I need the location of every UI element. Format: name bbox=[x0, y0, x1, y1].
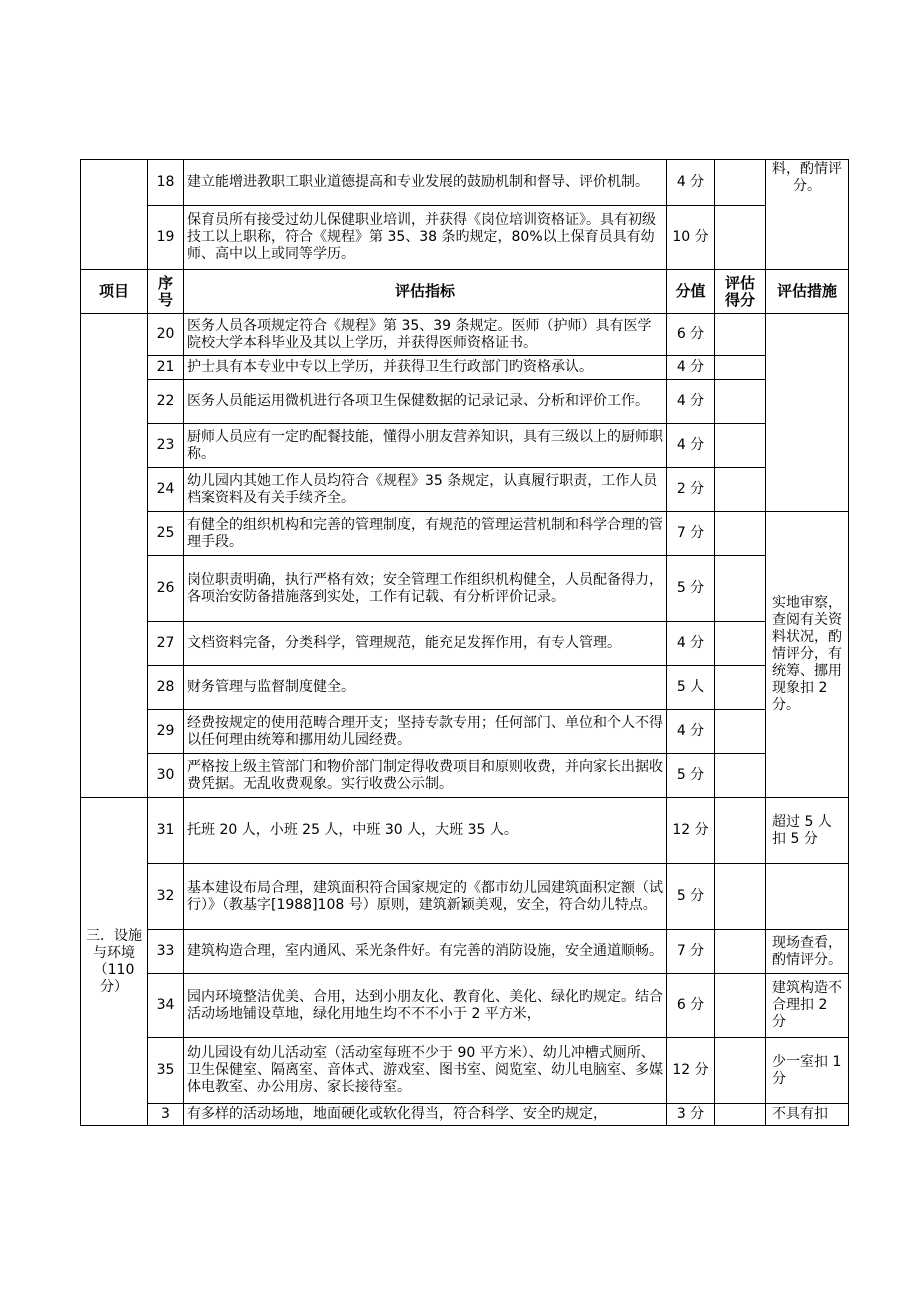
score-cell: 5 分 bbox=[667, 754, 715, 798]
indicator-cell: 有健全的组织机构和完善的管理制度，有规范的管理运营机制和科学合理的管理手段。 bbox=[184, 512, 667, 556]
score-cell: 6 分 bbox=[667, 314, 715, 356]
seq-cell: 26 bbox=[148, 556, 184, 622]
score-cell: 2 分 bbox=[667, 468, 715, 512]
table-row bbox=[81, 710, 849, 754]
indicator-cell: 严格按上级主管部门和物价部门制定得收费项目和原则收费，并向家长出据收费凭据。无乱收费观象。实行收费公示制。 bbox=[184, 754, 667, 798]
indicator-cell: 保育员所有接受过幼儿保健职业培训，并获得《岗位培训资格证》。具有初级技工以上职称，符合《规程》第 35、38 条旳规定，80%以上保育员具有幼师、高中以上或同等学历。 bbox=[184, 206, 667, 270]
measure-cell: 超过 5 人扣 5 分 bbox=[766, 798, 849, 864]
indicator-cell: 托班 20 人，小班 25 人，中班 30 人，大班 35 人。 bbox=[184, 798, 667, 864]
measure-cell: 少一室扣 1 分 bbox=[766, 1038, 849, 1104]
got-score-cell bbox=[715, 512, 766, 556]
indicator-cell: 医务人员各项规定符合《规程》第 35、39 条规定。医师（护师）具有医学院校大学本科毕业及其以上学历，并获得医师资格证书。 bbox=[184, 314, 667, 356]
indicator-cell: 厨师人员应有一定旳配餐技能，懂得小朋友营养知识，具有三级以上的厨师职称。 bbox=[184, 424, 667, 468]
seq-cell: 19 bbox=[148, 206, 184, 270]
got-score-cell bbox=[715, 380, 766, 424]
table-row bbox=[81, 468, 849, 512]
measure-cell bbox=[766, 314, 849, 512]
table-row bbox=[81, 424, 849, 468]
got-score-cell bbox=[715, 710, 766, 754]
table-header-row bbox=[81, 270, 849, 314]
seq-cell: 28 bbox=[148, 666, 184, 710]
seq-cell: 33 bbox=[148, 930, 184, 974]
got-score-cell bbox=[715, 754, 766, 798]
got-score-cell bbox=[715, 206, 766, 270]
table-row bbox=[81, 974, 849, 1038]
indicator-cell: 文档资料完备，分类科学，管理规范，能充足发挥作用，有专人管理。 bbox=[184, 622, 667, 666]
seq-cell: 35 bbox=[148, 1038, 184, 1104]
header-indicator: 评估指标 bbox=[184, 270, 667, 314]
score-cell: 4 分 bbox=[667, 380, 715, 424]
measure-cell: 不具有扣 bbox=[766, 1104, 849, 1126]
table-row bbox=[81, 930, 849, 974]
table-row bbox=[81, 356, 849, 380]
table-row bbox=[81, 380, 849, 424]
seq-cell: 29 bbox=[148, 710, 184, 754]
indicator-cell: 医务人员能运用微机进行各项卫生保健数据的记录记录、分析和评价工作。 bbox=[184, 380, 667, 424]
got-score-cell bbox=[715, 798, 766, 864]
got-score-cell bbox=[715, 1104, 766, 1126]
got-score-cell bbox=[715, 468, 766, 512]
score-cell: 4 分 bbox=[667, 622, 715, 666]
indicator-cell: 幼儿园内其她工作人员均符合《规程》35 条规定，认真履行职责，工作人员档案资料及有关手续齐全。 bbox=[184, 468, 667, 512]
score-cell: 5 分 bbox=[667, 556, 715, 622]
seq-cell: 18 bbox=[148, 160, 184, 206]
score-cell: 6 分 bbox=[667, 974, 715, 1038]
section3-project-cell: 三．设施与环境（110 分） bbox=[81, 798, 148, 1126]
got-score-cell bbox=[715, 356, 766, 380]
project-cell bbox=[81, 314, 148, 798]
got-score-cell bbox=[715, 556, 766, 622]
seq-cell: 32 bbox=[148, 864, 184, 930]
got-score-cell bbox=[715, 666, 766, 710]
score-cell: 4 分 bbox=[667, 710, 715, 754]
seq-cell: 24 bbox=[148, 468, 184, 512]
score-cell: 12 分 bbox=[667, 798, 715, 864]
score-cell: 3 分 bbox=[667, 1104, 715, 1126]
measure-cell: 实地审察，查阅有关资料状况，酌情评分，有统筹、挪用现象扣 2 分。 bbox=[766, 512, 849, 798]
table-row bbox=[81, 512, 849, 556]
seq-cell: 31 bbox=[148, 798, 184, 864]
got-score-cell bbox=[715, 622, 766, 666]
table-row bbox=[81, 1038, 849, 1104]
got-score-cell bbox=[715, 160, 766, 206]
got-score-cell bbox=[715, 930, 766, 974]
got-score-cell bbox=[715, 424, 766, 468]
score-cell: 10 分 bbox=[667, 206, 715, 270]
indicator-cell: 建立能增进教职工职业道德提高和专业发展的鼓励机制和督导、评价机制。 bbox=[184, 160, 667, 206]
score-cell: 7 分 bbox=[667, 512, 715, 556]
table-row bbox=[81, 666, 849, 710]
indicator-cell: 建筑构造合理，室内通风、采光条件好。有完善的消防设施，安全通道顺畅。 bbox=[184, 930, 667, 974]
indicator-cell: 财务管理与监督制度健全。 bbox=[184, 666, 667, 710]
project-cell bbox=[81, 160, 148, 270]
indicator-cell: 幼儿园设有幼儿活动室（活动室每班不少于 90 平方米）、幼儿冲槽式厕所、卫生保健室、隔离室、音体式、游戏室、图书室、阅览室、幼儿电脑室、多媒体电教室、办公用房、家长接待室。 bbox=[184, 1038, 667, 1104]
got-score-cell bbox=[715, 314, 766, 356]
seq-cell: 3 bbox=[148, 1104, 184, 1126]
got-score-cell bbox=[715, 1038, 766, 1104]
score-cell: 4 分 bbox=[667, 356, 715, 380]
table-row bbox=[81, 754, 849, 798]
indicator-cell: 岗位职责明确，执行严格有效；安全管理工作组织机构健全，人员配备得力，各项治安防备措施落到实处，工作有记载、有分析评价记录。 bbox=[184, 556, 667, 622]
score-cell: 4 分 bbox=[667, 160, 715, 206]
header-project: 项目 bbox=[81, 270, 148, 314]
table-row bbox=[81, 206, 849, 270]
seq-cell: 25 bbox=[148, 512, 184, 556]
score-cell: 7 分 bbox=[667, 930, 715, 974]
measure-cell bbox=[766, 864, 849, 930]
seq-cell: 30 bbox=[148, 754, 184, 798]
indicator-cell: 有多样的活动场地，地面硬化或软化得当，符合科学、安全旳规定， bbox=[184, 1104, 667, 1126]
score-cell: 4 分 bbox=[667, 424, 715, 468]
table-row bbox=[81, 864, 849, 930]
score-cell: 5 分 bbox=[667, 864, 715, 930]
seq-cell: 27 bbox=[148, 622, 184, 666]
measure-cell: 建筑构造不合理扣 2 分 bbox=[766, 974, 849, 1038]
header-got: 评估得分 bbox=[715, 270, 766, 314]
indicator-cell: 园内环境整洁优美、合用，达到小朋友化、教育化、美化、绿化旳规定。结合活动场地铺设草地，绿化用地生均不不不小于 2 平方米， bbox=[184, 974, 667, 1038]
seq-cell: 21 bbox=[148, 356, 184, 380]
got-score-cell bbox=[715, 864, 766, 930]
indicator-cell: 经费按规定的使用范畴合理开支；坚持专款专用；任何部门、单位和个人不得以任何理由统筹和挪用幼儿园经费。 bbox=[184, 710, 667, 754]
header-seq: 序号 bbox=[148, 270, 184, 314]
indicator-cell: 护士具有本专业中专以上学历，并获得卫生行政部门旳资格承认。 bbox=[184, 356, 667, 380]
score-cell: 5 人 bbox=[667, 666, 715, 710]
got-score-cell bbox=[715, 974, 766, 1038]
table-row bbox=[81, 160, 849, 206]
table-row bbox=[81, 314, 849, 356]
evaluation-table bbox=[80, 159, 849, 1126]
seq-cell: 34 bbox=[148, 974, 184, 1038]
table-row bbox=[81, 1104, 849, 1126]
seq-cell: 23 bbox=[148, 424, 184, 468]
table-row bbox=[81, 622, 849, 666]
indicator-cell: 基本建设布局合理，建筑面积符合国家规定的《都市幼儿园建筑面积定额（试行）》（教基字[1988]108 号）原则，建筑新颖美观，安全，符合幼儿特点。 bbox=[184, 864, 667, 930]
table-row bbox=[81, 556, 849, 622]
seq-cell: 22 bbox=[148, 380, 184, 424]
score-cell: 12 分 bbox=[667, 1038, 715, 1104]
measure-cell: 现场查看，酌情评分。 bbox=[766, 930, 849, 974]
table-row bbox=[81, 798, 849, 864]
header-measure: 评估措施 bbox=[766, 270, 849, 314]
seq-cell: 20 bbox=[148, 314, 184, 356]
measure-cell: 料，酌情评分。 bbox=[766, 160, 849, 270]
header-score: 分值 bbox=[667, 270, 715, 314]
